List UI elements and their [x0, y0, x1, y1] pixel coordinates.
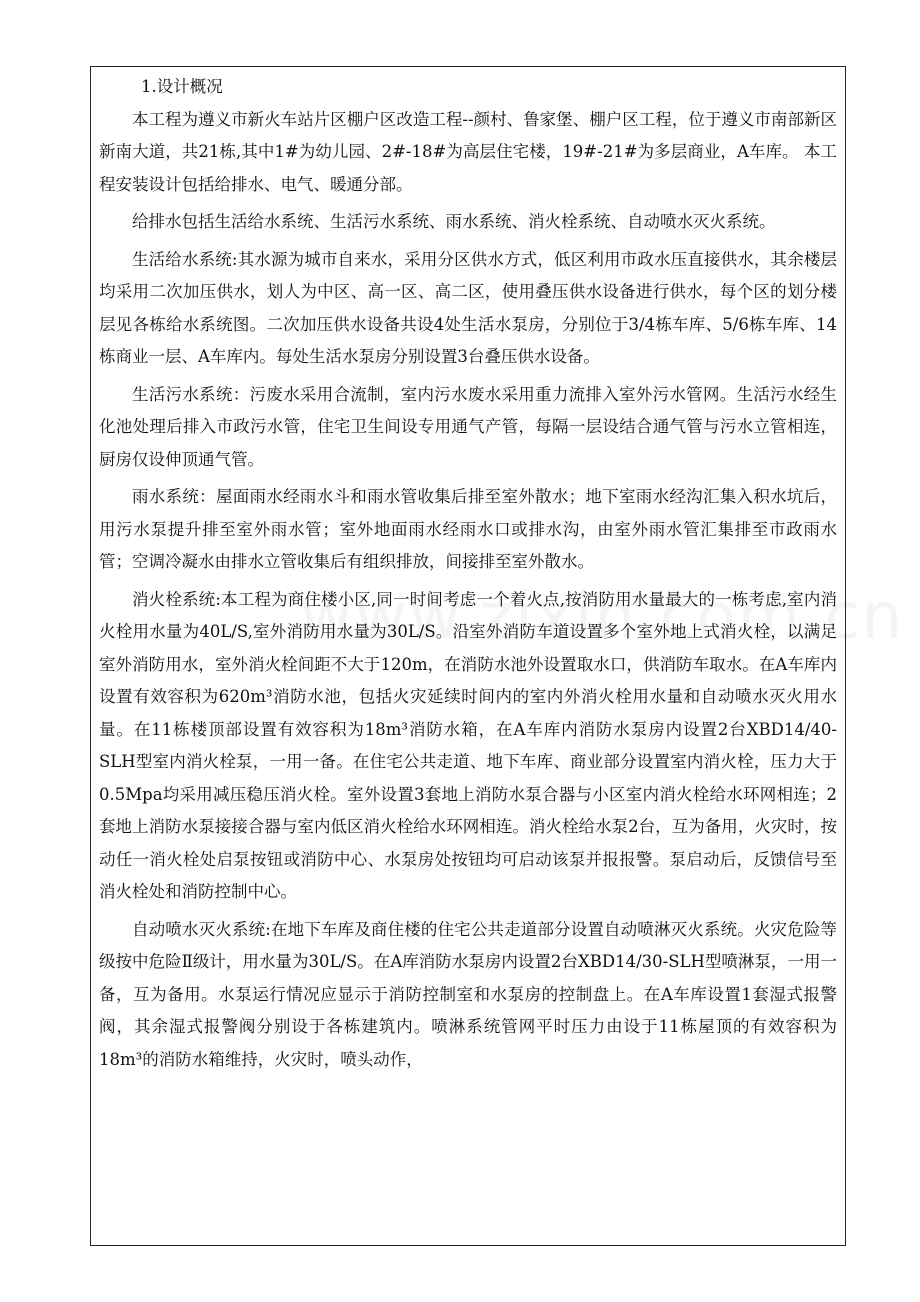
document-frame — [90, 66, 846, 1246]
section-heading: 1.设计概况 — [141, 77, 223, 96]
paragraph-fire-hydrant: 消火栓系统:本工程为商住楼小区,同一时间考虑一个着火点,按消防用水量最大的一栋考虑,室内消火栓用水量为40L/S,室外消防用水量为30L/S。沿室外消防车道设置多个室外地上式消火栓，以满足室外消防用水，室外消火栓间距不大于120m，在消防水池外设置取水口，供消防车取水。在A车库内设置有效容积为620m³消防水池，包括火灾延续时间内的室内外消火栓用水量和自动喷水灭火用水量。在11栋楼顶部设置有效容积为18m³消防水箱，在A车库内消防水泵房内设置2台XBD14/40-SLH型室内消火栓泵，一用一备。在住宅公共走道、地下车库、商业部分设置室内消火栓，压力大于0.5Mpa均采用减压稳压消火栓。室外设置3套地上消防水泵合器与小区室内消火栓给水环网相连；2套地上消防水泵接接合器与室内低区消火栓给水环网相连。消火栓给水泵2台，互为备用，火灾时，按动任一消火栓处启泵按钮或消防中心、水泵房处按钮均可启动该泵并报报警。泵启动后，反馈信号至消火栓处和消防控制中心。 — [99, 589, 837, 901]
document-body — [99, 71, 837, 1081]
paragraph-sewage: 生活污水系统：污废水采用合流制，室内污水废水采用重力流排入室外污水管网。生活污水经生化池处理后排入市政污水管，住宅卫生间设专用通气产管，每隔一层设结合通气管与污水立管相连，厨房仅设伸顶通气管。 — [99, 384, 837, 469]
paragraph-rainwater: 雨水系统：屋面雨水经雨水斗和雨水管收集后排至室外散水；地下室雨水经沟汇集入积水坑后，用污水泵提升排至室外雨水管；室外地面雨水经雨水口或排水沟，由室外雨水管汇集排至市政雨水管；空调冷凝水由排水立管收集后有组织排放，间接排至室外散水。 — [99, 487, 837, 571]
paragraph-drainage-scope: 给排水包括生活给水系统、生活污水系统、雨水系统、消火栓系统、自动喷水灭火系统。 — [132, 212, 776, 231]
paragraph-project-overview: 本工程为遵义市新火车站片区棚户区改造工程--颜村、鲁家堡、棚户区工程，位于遵义市南部新区新南大道，共21栋,其中1#为幼儿园、2#-18#为高层住宅楼，19#-21#为多层商业，A车库。 本工程安装设计包括给排水、电气、暖通分部。 — [99, 109, 837, 194]
paragraph-water-supply: 生活给水系统:其水源为城市自来水，采用分区供水方式，低区利用市政水压直接供水，其余楼层均采用二次加压供水，划人为中区、高一区、高二区，使用叠压供水设备进行供水，每个区的划分楼层见各栋给水系统图。二次加压供水设备共设4处生活水泵房，分别位于3/4栋车库、5/6栋车库、14栋商业一层、A车库内。每处生活水泵房分别设置3台叠压供水设备。 — [99, 249, 837, 366]
paragraph-sprinkler: 自动喷水灭火系统:在地下车库及商住楼的住宅公共走道部分设置自动喷淋灭火系统。火灾危险等级按中危险Ⅱ级计，用水量为30L/S。在A库消防水泵房内设置2台XBD14/30-SLH型喷淋泵，一用一备，互为备用。水泵运行情况应显示于消防控制室和水泵房的控制盘上。在A车库设置1套湿式报警阀，其余湿式报警阀分别设于各栋建筑内。喷淋系统管网平时压力由设于11栋屋顶的有效容积为18m³的消防水箱维持，火灾时，喷头动作， — [99, 919, 837, 1069]
